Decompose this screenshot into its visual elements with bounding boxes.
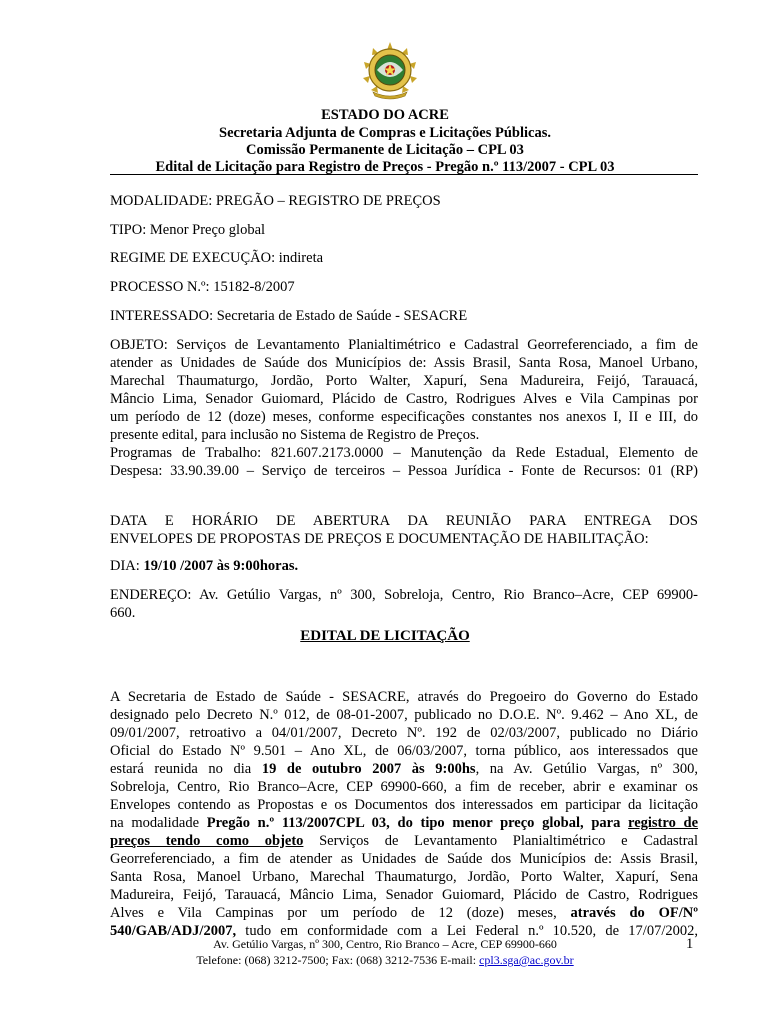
body-of-number-bold: 540/GAB/ADJ/2007, <box>110 923 237 939</box>
body-line <box>110 904 698 922</box>
body-line: designado pelo Decreto N.º 012, de 08-01-2007, publicado no D.O.E. Nº. 9.462 – Ano XL, de <box>110 707 698 723</box>
header-state: ESTADO DO ACRE <box>321 107 449 123</box>
objeto-line: OBJETO: Serviços de Levantamento Planialtimétrico e Cadastral Georreferenciado, a fim de <box>110 337 698 353</box>
endereco-line: 660. <box>110 605 136 621</box>
coat-of-arms-acre-icon <box>359 40 421 102</box>
body-of-bold: através do OF/Nº <box>570 905 698 921</box>
edital-heading: EDITAL DE LICITAÇÃO <box>300 628 470 644</box>
header-edital-title: Edital de Licitação para Registro de Preços - Pregão n.º 113/2007 - CPL 03 <box>155 159 615 175</box>
header-secretariat: Secretaria Adjunta de Compras e Licitações Públicas. <box>219 125 551 141</box>
body-objeto-underlined: preços tendo como objeto <box>110 833 304 849</box>
abertura-line: ENVELOPES DE PROPOSTAS DE PREÇOS E DOCUMENTAÇÃO DE HABILITAÇÃO: <box>110 531 649 547</box>
objeto-line: Mâncio Lima, Senador Guiomard, Plácido de Castro, Rodrigues Alves e Vila Campinas por <box>110 391 698 407</box>
body-pregao-bold: Pregão n.º 113/2007CPL 03, do tipo menor preço global, para <box>206 815 621 831</box>
field-processo: PROCESSO N.º: 15182-8/2007 <box>110 279 295 295</box>
body-line <box>110 760 698 778</box>
body-line: Sobreloja, Centro, Rio Branco–Acre, CEP 69900-660, a fim de receber, abrir e examinar os <box>110 779 698 795</box>
field-interessado: INTERESSADO: Secretaria de Estado de Saúde - SESACRE <box>110 308 468 324</box>
body-line <box>110 814 698 832</box>
objeto-line: presente edital, para inclusão no Sistema de Registro de Preços. <box>110 427 480 443</box>
programas-line: Despesa: 33.90.39.00 – Serviço de terceiros – Pessoa Jurídica - Fonte de Recursos: 01 (RP) <box>110 463 698 479</box>
body-line: Oficial do Estado Nº 9.501 – Ano XL, de 06/03/2007, torna público, aos interessados que <box>110 743 698 759</box>
body-registro-underlined: registro de <box>628 815 699 831</box>
dia-value: 19/10 /2007 às 9:00horas. <box>143 558 299 574</box>
footer-contacts <box>0 953 770 968</box>
body-line: Madureira, Feijó, Tarauacá, Mâncio Lima, Senador Guiomard, Plácido de Castro, Rodrigues <box>110 887 698 903</box>
body-line <box>110 832 698 850</box>
programas-line: Programas de Trabalho: 821.607.2173.0000 – Manutenção da Rede Estadual, Elemento de <box>110 445 698 461</box>
body-text: Alves e Vila Campinas por um período de 12 (doze) meses, <box>110 905 557 921</box>
body-line: Envelopes contendo as Propostas e os Documentos dos interessados em participar da licitação <box>110 797 698 813</box>
footer-email-link[interactable]: cpl3.sga@ac.gov.br <box>479 953 574 967</box>
dia-line <box>110 557 700 575</box>
abertura-paragraph <box>110 512 698 548</box>
header-commission: Comissão Permanente de Licitação – CPL 03 <box>246 142 524 158</box>
body-text: estará reunida no dia <box>110 761 252 777</box>
header-divider <box>110 174 698 175</box>
body-paragraph <box>110 688 698 940</box>
body-text: Serviços de Levantamento Planialtimétrico e Cadastral <box>303 833 698 849</box>
programas-paragraph <box>110 444 698 480</box>
field-regime: REGIME DE EXECUÇÃO: indireta <box>110 250 324 266</box>
body-text: tudo em conformidade com a Lei Federal n.º 10.520, de 17/07/2002, <box>236 923 698 939</box>
objeto-line: um período de 12 (doze) meses, conforme especificações constantes nos anexos I, II e III, do <box>110 409 698 425</box>
body-line: 09/01/2007, retroativo a 04/01/2007, Decreto Nº. 192 de 02/03/2007, publicado no Diário <box>110 725 698 741</box>
endereco-line: ENDEREÇO: Av. Getúlio Vargas, nº 300, Sobreloja, Centro, Rio Branco–Acre, CEP 69900- <box>110 587 698 603</box>
endereco-paragraph <box>110 586 698 622</box>
body-line: Georreferenciado, a fim de atender as Unidades de Saúde dos Municípios de: Assis Brasil, <box>110 851 698 867</box>
body-line: Santa Rosa, Manoel Urbano, Marechal Thaumaturgo, Jordão, Porto Walter, Xapurí, Sena <box>110 869 698 885</box>
field-modalidade: MODALIDADE: PREGÃO – REGISTRO DE PREÇOS <box>110 193 441 209</box>
objeto-paragraph <box>110 336 698 444</box>
body-text: , na Av. Getúlio Vargas, nº 300, <box>475 761 699 777</box>
body-date-bold: 19 de outubro 2007 às 9:00hs <box>261 761 476 777</box>
footer-address: Av. Getúlio Vargas, nº 300, Centro, Rio Branco – Acre, CEP 69900-660 <box>213 937 557 951</box>
body-line: A Secretaria de Estado de Saúde - SESACRE, através do Pregoeiro do Governo do Estado <box>110 689 698 705</box>
footer-phones: Telefone: (068) 3212-7500; Fax: (068) 3212-7536 E-mail: <box>196 953 477 967</box>
body-text: na modalidade <box>110 815 200 831</box>
page-number: 1 <box>686 936 694 952</box>
dia-label: DIA: <box>110 558 140 574</box>
field-tipo: TIPO: Menor Preço global <box>110 222 266 238</box>
objeto-line: atender as Unidades de Saúde dos Municípios de: Assis Brasil, Santa Rosa, Manoel Urbano, <box>110 355 698 371</box>
abertura-line: DATA E HORÁRIO DE ABERTURA DA REUNIÃO PARA ENTREGA DOS <box>110 513 698 529</box>
objeto-line: Marechal Thaumaturgo, Jordão, Porto Walter, Xapurí, Sena Madureira, Feijó, Tarauacá, <box>110 373 698 389</box>
